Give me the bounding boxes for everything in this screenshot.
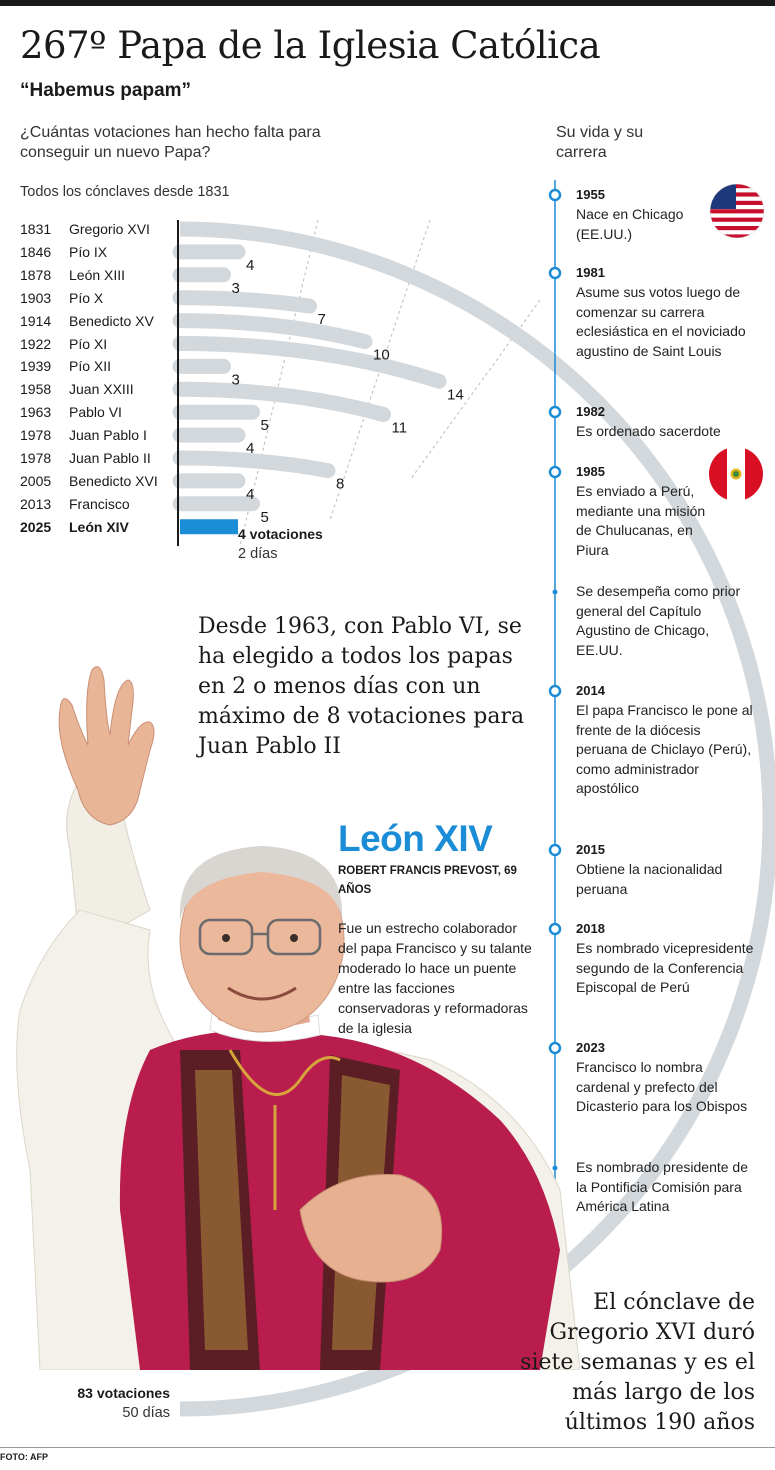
value-label: 5 xyxy=(260,417,269,435)
timeline-year: 2014 xyxy=(576,683,605,698)
value-label: 7 xyxy=(317,311,326,329)
pope-full-name: ROBERT FRANCIS PREVOST, 69 AÑOS xyxy=(338,865,517,896)
timeline-text: Nace en Chicago (EE.UU.) xyxy=(576,206,684,242)
timeline-text: Es enviado a Perú, mediante una misión de Chulucanas, en Piura xyxy=(576,483,706,558)
row-pope: León XIV xyxy=(69,518,129,535)
row-label xyxy=(20,266,125,284)
page-subtitle: “Habemus papam” xyxy=(20,80,192,101)
row-label xyxy=(20,495,130,513)
row-pope: Juan Pablo II xyxy=(69,450,151,466)
chart-question: ¿Cuántas votaciones han hecho falta para conseguir un nuevo Papa? xyxy=(20,124,321,161)
row-pope: Francisco xyxy=(69,495,130,512)
row-label xyxy=(20,449,151,467)
timeline-text: Es nombrado presidente de la Pontificia Comisión para América Latina xyxy=(576,1159,748,1214)
row-year: 2005 xyxy=(20,472,52,489)
row-pope: Gregorio XVI xyxy=(69,221,150,237)
desde-highlight: Desde 1963, con Pablo VI, se ha elegido a todos los papas en 2 o menos días con un máximo de 8 votaciones para Juan Pablo II xyxy=(198,614,525,759)
value-label: 8 xyxy=(336,475,345,493)
timeline-text: Asume sus votos luego de comenzar su carrera eclesiástica en el noviciado agustino de Saint Louis xyxy=(576,284,746,359)
highlight-days-label: 2 días xyxy=(238,546,278,562)
row-label xyxy=(20,220,150,238)
row-label xyxy=(20,380,134,398)
row-label xyxy=(20,243,107,261)
row-year: 1958 xyxy=(20,381,52,398)
timeline-year: 1985 xyxy=(576,464,605,479)
row-year: 1939 xyxy=(20,358,52,375)
highlight-votes-label: 4 votaciones xyxy=(238,526,323,542)
timeline-year: 2018 xyxy=(576,921,605,936)
row-pope: Juan Pablo I xyxy=(69,427,147,444)
row-pope: Pío XI xyxy=(69,335,108,352)
chart-subtitle: Todos los cónclaves desde 1831 xyxy=(20,184,230,200)
row-pope: León XIII xyxy=(69,266,126,283)
row-year: 1978 xyxy=(20,450,52,466)
row-label xyxy=(20,403,122,421)
row-year: 2013 xyxy=(20,495,52,512)
row-pope: Pío IX xyxy=(69,243,108,260)
timeline-heading: Su vida y su carrera xyxy=(556,124,644,161)
row-label xyxy=(20,518,129,536)
value-label: 3 xyxy=(231,371,240,389)
value-label: 4 xyxy=(246,440,255,458)
pope-description: Fue un estrecho colaborador del papa Francisco y su talante moderado lo hace un puente entre las facciones conservadoras y reformadoras de la iglesia xyxy=(338,920,532,1036)
row-pope: Pío X xyxy=(69,289,104,306)
row-year: 1831 xyxy=(20,221,52,237)
row-year: 1846 xyxy=(20,243,52,260)
row-year: 1914 xyxy=(20,312,52,329)
bar-1978 xyxy=(180,458,328,471)
row-year: 1903 xyxy=(20,289,52,306)
timeline-text: Se desempeña como prior general del Capítulo Agustino de Chicago, EE.UU. xyxy=(576,583,741,658)
row-label xyxy=(20,312,154,330)
timeline-text: El papa Francisco le pone al frente de la diócesis peruana de Chiclayo (Perú), como administrador apostólico xyxy=(576,702,753,796)
row-year: 1878 xyxy=(20,266,52,283)
conclave-highlight: El cónclave de Gregorio XVI duró siete semanas y es el más largo de los últimos 190 años xyxy=(520,1290,755,1435)
guide-line xyxy=(410,300,540,480)
timeline-year: 2015 xyxy=(576,842,605,857)
timeline-year: 1982 xyxy=(576,404,605,419)
value-label: 5 xyxy=(260,508,269,526)
timeline-year: 1955 xyxy=(576,187,605,202)
row-pope: Benedicto XVI xyxy=(69,472,158,489)
value-label: 4 xyxy=(246,485,255,503)
row-pope: Juan XXIII xyxy=(69,381,134,398)
value-label: 4 xyxy=(246,256,255,274)
value-label: 10 xyxy=(373,346,390,364)
timeline-text: Es nombrado vicepresidente segundo de la Conferencia Episcopal de Perú xyxy=(576,940,754,995)
timeline-text: Es ordenado sacerdote xyxy=(576,423,721,439)
value-label: 11 xyxy=(391,419,408,437)
row-year: 2025 xyxy=(20,518,52,535)
row-pope: Pablo VI xyxy=(69,404,122,421)
timeline-year: 2023 xyxy=(576,1040,605,1055)
row-label xyxy=(20,357,111,375)
row-label xyxy=(20,472,158,490)
bar-1903 xyxy=(180,298,310,306)
row-pope: Benedicto XV xyxy=(69,312,154,329)
value-label: 3 xyxy=(231,279,240,297)
row-year: 1922 xyxy=(20,335,52,352)
pope-name: León XIV xyxy=(338,818,493,859)
photo-credit: FOTO: AFP xyxy=(0,1452,48,1462)
row-label xyxy=(20,335,107,353)
value-label: 14 xyxy=(447,386,464,404)
row-pope: Pío XII xyxy=(69,358,112,375)
bottom-rule xyxy=(0,1447,775,1448)
timeline-year: 1981 xyxy=(576,265,605,280)
timeline-text: Obtiene la nacionalidad peruana xyxy=(576,861,723,897)
row-label xyxy=(20,426,147,444)
longest-votes-label: 83 votaciones xyxy=(77,1385,170,1401)
row-year: 1963 xyxy=(20,404,52,421)
timeline-text: Francisco lo nombra cardenal y prefecto del Dicasterio para los Obispos xyxy=(576,1059,748,1114)
longest-days-label: 50 días xyxy=(122,1405,170,1421)
row-label xyxy=(20,289,103,307)
row-year: 1978 xyxy=(20,427,52,444)
page-title: 267º Papa de la Iglesia Católica xyxy=(20,24,601,67)
